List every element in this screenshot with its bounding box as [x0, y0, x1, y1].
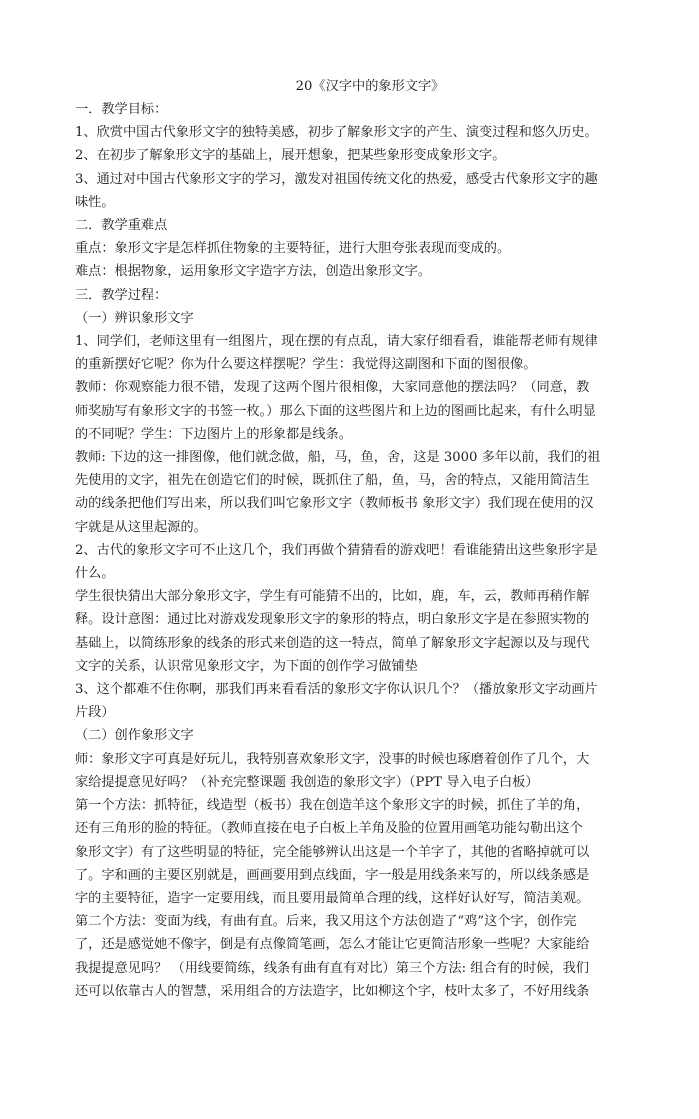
paragraph-line: 我提提意见吗？ （用线要简练，线条有曲有直有对比）第三个方法: 组合有的时候，我们 — [75, 960, 589, 976]
paragraph-line: 重点：象形文字是怎样抓住物象的主要特征，进行大胆夸张表现而变成的。 — [75, 241, 511, 257]
paragraph-line: 字的主要特征，造字一定要用线，而且要用最简单合理的线，这样好认好写，简洁美观。 — [75, 890, 590, 906]
paragraph-line: 1、欣赏中国古代象形文字的独特美感，初步了解象形文字的产生、演变过程和悠久历史。 — [75, 125, 598, 141]
paragraph-line: 学生很快猜出大部分象形文字，学生有可能猜不出的，比如，鹿，车，云，教师再稍作解 — [75, 589, 590, 605]
document-page — [75, 76, 665, 1003]
paragraph-line: 动的线条把他们写出来，所以我们叫它象形文字（教师板书 象形文字）我们现在使用的汉 — [75, 496, 594, 512]
paragraph-line: 了，还是感觉她不像字，倒是有点像简笔画，怎么才能让它更简洁形象一些呢？大家能给 — [75, 937, 590, 953]
paragraph-line: 片段） — [75, 705, 115, 721]
paragraph-line: 还可以依靠古人的智慧，采用组合的方法造字，比如柳这个字，枝叶太多了，不好用线条 — [75, 983, 590, 999]
paragraph-line: 什么。 — [75, 566, 115, 582]
document-title: 20《汉字中的象形文字》 — [295, 79, 445, 94]
paragraph-line: 3、这个都难不住你啊，那我们再来看看活的象形文字你认识几个？（播放象形文字动画片 — [75, 682, 598, 698]
paragraph-line: 3、通过对中国古代象形文字的学习，激发对祖国传统文化的热爱，感受古代象形文字的趣 — [75, 171, 598, 187]
paragraph-line: 教师: 下边的这一排图像，他们就念做，船，马，鱼，舍，这是 3000 多年以前，我们的祖 — [75, 450, 601, 466]
paragraph-line: 象形文字）有了这些明显的特征，完全能够辨认出这是一个羊字了，其他的省略掉就可以 — [75, 844, 590, 860]
paragraph-line: 家给提提意见好吗？（补充完整课题 我创造的象形文字）（PPT 导入电子白板） — [75, 774, 539, 790]
paragraph-line: 了。字和画的主要区别就是，画画要用到点线面，字一般是用线条来写的，所以线条感是 — [75, 867, 590, 883]
paragraph-line: 文字的关系，认识常见象形文字，为下面的创作学习做铺垫 — [75, 658, 418, 674]
section-heading-goals: 一．教学目标： — [75, 102, 168, 117]
paragraph-line: 释。设计意图：通过比对游戏发现象形文字的象形的特点，明白象形文字是在参照实物的 — [75, 612, 590, 628]
document-body — [75, 98, 665, 1003]
paragraph-line: 2、在初步了解象形文字的基础上，展开想象，把某些象形变成象形文字。 — [75, 148, 506, 164]
paragraph-line: 难点：根据物象，运用象形文字造字方法，创造出象形文字。 — [75, 264, 432, 280]
paragraph-line: 第一个方法：抓特征，线造型（板书）我在创造羊这个象形文字的时候，抓住了羊的角， — [75, 798, 590, 814]
paragraph-line: 师：象形文字可真是好玩儿，我特别喜欢象形文字，没事的时候也琢磨着创作了几个，大 — [75, 751, 590, 767]
section-heading-key-points: 二．教学重难点 — [75, 218, 168, 234]
paragraph-line: 教师：你观察能力很不错，发现了这两个图片很相像，大家同意他的摆法吗？（同意，教 — [75, 380, 590, 396]
subsection-heading-identify: （一）辨识象形文字 — [75, 310, 194, 326]
paragraph-line: 2、古代的象形文字可不止这几个，我们再做个猜猜看的游戏吧！看谁能猜出这些象形字是 — [75, 542, 598, 558]
paragraph-line: 字就是从这里起源的。 — [75, 519, 207, 535]
paragraph-line: 基础上，以简练形象的线条的形式来创造的这一特点，简单了解象形文字起源以及与现代 — [75, 635, 590, 651]
paragraph-line: 味性。 — [75, 194, 115, 210]
paragraph-line: 还有三角形的脸的特征。（教师直接在电子白板上羊角及脸的位置用画笔功能勾勒出这个 — [75, 821, 583, 837]
subsection-heading-create: （二）创作象形文字 — [75, 728, 194, 744]
paragraph-line: 的不同呢？学生：下边图片上的形象都是线条。 — [75, 426, 352, 442]
paragraph-line: 的重新摆好它呢？你为什么要这样摆呢？学生：我觉得这副图和下面的图很像。 — [75, 357, 537, 373]
paragraph-line: 师奖励写有象形文字的书签一枚。）那么下面的这些图片和上边的图画比起来，有什么明显 — [75, 403, 596, 419]
paragraph-line: 第二个方法：变面为线，有曲有直。后来，我又用这个方法创造了“鸡”这个字，创作完 — [75, 914, 577, 930]
section-heading-process: 三．教学过程： — [75, 287, 168, 303]
paragraph-line: 先使用的文字，祖先在创造它们的时候，既抓住了船，鱼，马，舍的特点，又能用简洁生 — [75, 473, 590, 489]
paragraph-line: 1、同学们，老师这里有一组图片，现在摆的有点乱，请大家仔细看看，谁能帮老师有规律 — [75, 334, 598, 350]
